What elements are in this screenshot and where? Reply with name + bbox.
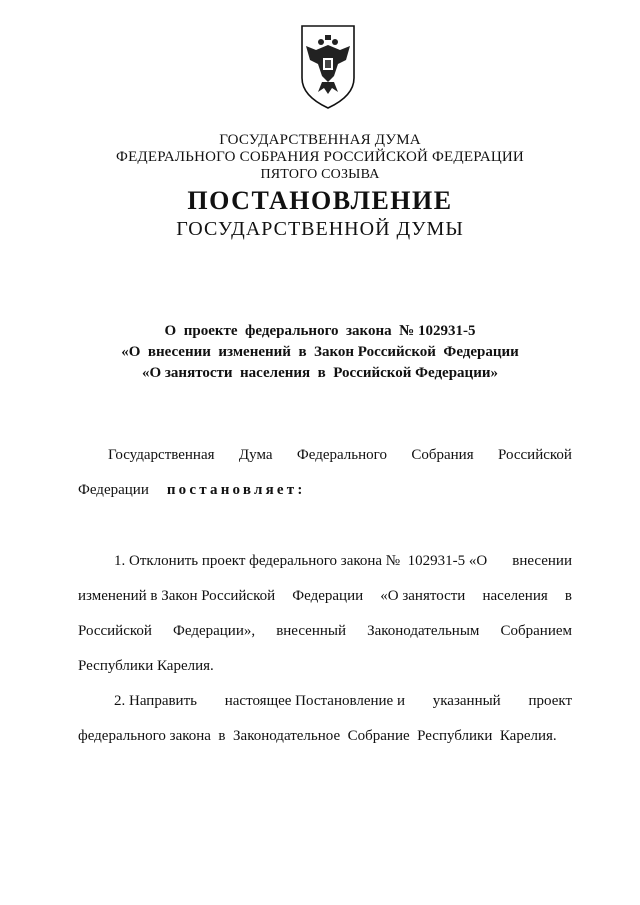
item-2-line-2	[78, 728, 572, 745]
text-segment: федерального закона в Законодательное Собрание Республики Карелия.	[78, 728, 557, 744]
text-segment: проект	[528, 693, 572, 709]
text-segment: Республики Карелия.	[78, 658, 214, 674]
text-segment: Собранием	[500, 623, 572, 639]
preamble-word: Государственная	[108, 447, 215, 463]
item-1-line-2	[78, 588, 572, 605]
header-line-1: ГОСУДАРСТВЕННАЯ ДУМА	[219, 132, 421, 148]
preamble-word: Российской	[498, 447, 572, 463]
text-segment: внесенный	[276, 623, 346, 639]
decree-word: постановляет:	[166, 482, 306, 498]
header-line-3: ПЯТОГО СОЗЫВА	[260, 167, 380, 182]
text-segment: 2. Направить	[114, 693, 197, 709]
document-title	[0, 321, 640, 384]
text-segment: населения	[482, 588, 548, 604]
document-type: ПОСТАНОВЛЕНИЕ	[187, 186, 453, 215]
text-segment: Федерации	[292, 588, 364, 604]
item-2-paragraph	[78, 693, 572, 745]
text-segment: указанный	[432, 693, 501, 709]
text-segment: настоящее Постановление и	[224, 693, 405, 709]
text-segment: Законодательным	[367, 623, 480, 639]
preamble-word: Собрания	[411, 447, 474, 463]
item-1-line-4	[78, 658, 572, 675]
document-authority: ГОСУДАРСТВЕННОЙ ДУМЫ	[176, 218, 464, 240]
text-segment: в	[564, 588, 572, 604]
preamble-word: Дума	[238, 447, 273, 463]
text-segment: «О занятости	[380, 588, 466, 604]
header-block	[0, 132, 640, 183]
preamble-line-2	[78, 482, 572, 499]
text-segment: Федерации»,	[173, 623, 256, 639]
text-segment: Российской	[78, 623, 152, 639]
coat-of-arms-emblem	[296, 20, 360, 112]
text-segment: внесении	[512, 553, 572, 569]
title-line-3: «О занятости населения в Российской Федерации»	[141, 365, 498, 381]
item-1-paragraph	[78, 553, 572, 675]
title-line-2: «О внесении изменений в Закон Российской Федерации	[121, 344, 519, 360]
item-1-line-3	[78, 623, 572, 640]
preamble-line-1	[78, 447, 572, 464]
preamble-line-2-start: Федерации	[78, 482, 149, 498]
item-1-line-1	[78, 553, 572, 570]
text-segment: изменений в Закон Российской	[78, 588, 276, 604]
preamble-paragraph	[78, 447, 572, 499]
title-line-1: О проекте федерального закона № 102931-5	[164, 323, 476, 339]
preamble-word: Федерального	[296, 447, 387, 463]
text-segment: 1. Отклонить проект федерального закона № 102931-5 «О	[114, 553, 488, 569]
header-line-2: ФЕДЕРАЛЬНОГО СОБРАНИЯ РОССИЙСКОЙ ФЕДЕРАЦИИ	[116, 149, 524, 165]
item-2-line-1	[78, 693, 572, 710]
